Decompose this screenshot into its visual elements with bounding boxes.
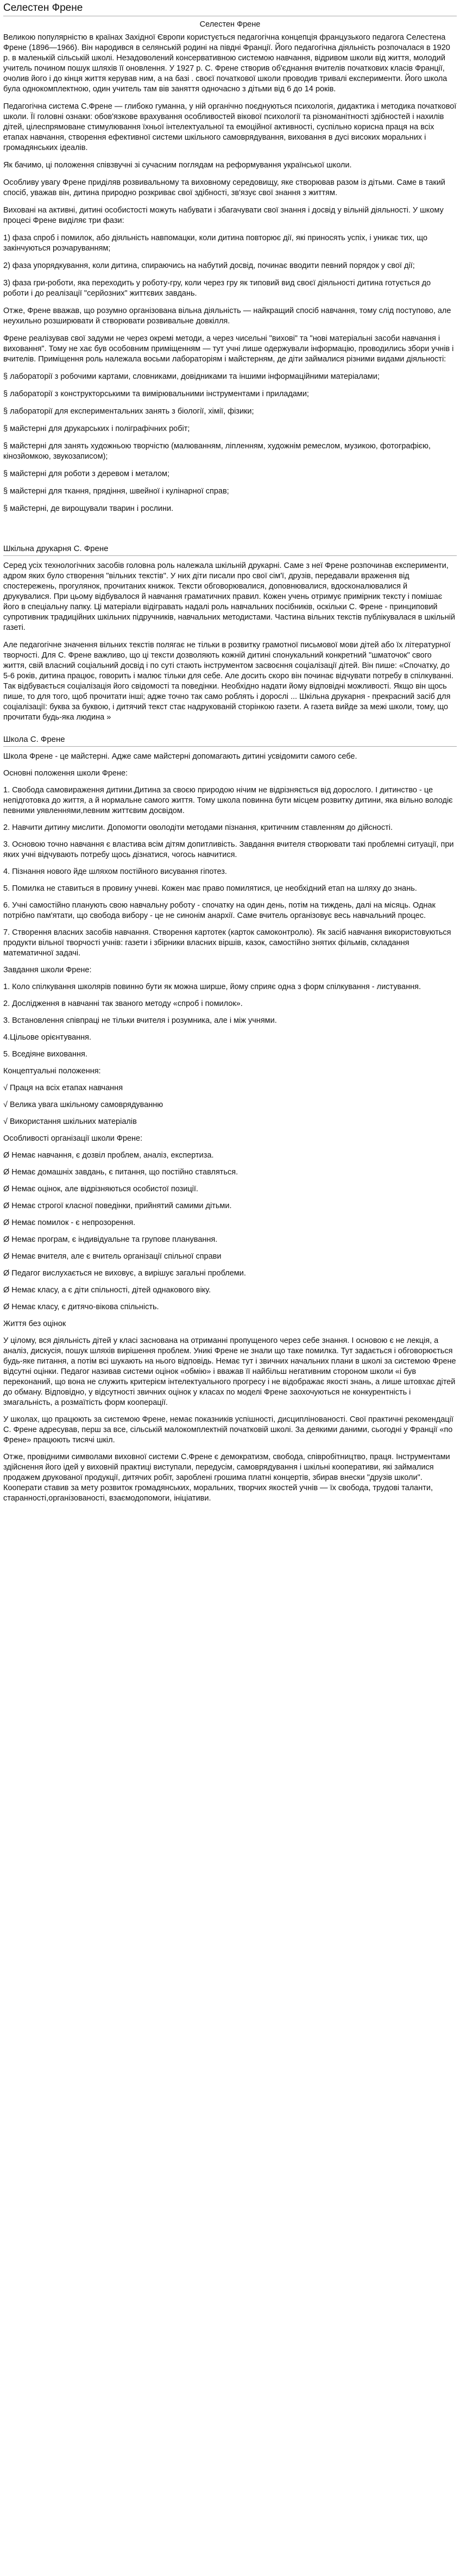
- section-heading-printing: Шкільна друкарня С. Френе: [3, 544, 457, 556]
- lab-item: § майстерні для роботи з деревом і металом;: [3, 470, 170, 478]
- lab-item: § майстерні, де вирощували тварин і рослини.: [3, 504, 174, 513]
- organization-item: Ø Немає домашніх завдань, є питання, що постійно ставляться.: [3, 1168, 238, 1177]
- organization-item: Ø Педагог вислухається не виховує, а вирішує загальні проблеми.: [3, 1269, 246, 1278]
- paragraph: У школах, що працюють за системою Френе, немає показників успішності, дисциплінованості. Свої практичні рекомендації С. Френе адресував, перш за все, сільській малокомплектній початковій школі. За деякими даними, сьогодні у Франції «по Френе» працюють тисячі шкіл.: [3, 1415, 453, 1445]
- paragraph: Отже, Френе вважав, що розумно організована вільна діяльність — найкращий спосіб навчання, тому слід поступово, але неухильно розширювати й створювати розвивальне довкілля.: [3, 307, 451, 326]
- task-item: 3. Встановлення співпраці не тільки вчителя і розумника, але і між учнями.: [3, 1016, 277, 1025]
- paragraph: Особливу увагу Френе приділяв розвивальному та виховному середовищу, яке створював разом із дітьми. Саме в такий спосіб, уважав він, дитина природно розкриває свої здібності, зв'язує свої знання з життям.: [3, 178, 445, 197]
- organization-item: Ø Немає програм, є індивідуальне та групове планування.: [3, 1235, 218, 1244]
- no-grades-title: Життя без оцінок: [3, 1320, 66, 1328]
- task-item: 1. Коло спілкування школярів повинно бути як можна ширше, йому сприяє одна з форм спілкування - листування.: [3, 983, 421, 991]
- lab-item: § майстерні для друкарських і поліграфічних робіт;: [3, 424, 190, 433]
- paragraph: Педагогічна система С.Френе — глибоко гуманна, у ній органічно поєднуються психологія, дидактика і методика початкової школи. Її головні ознаки: обов'язкове врахування особливостей вікової психології та різноманітності здібностей і нахилів дітей, цілеспрямоване стимулювання їхньої інтелектуальної та емоційної активності, суспільно корисна праця на всіх етапах навчання, створення ефективної системи шкільного самоврядування, виховання в дусі високих моральних і громадянських ідеалів.: [3, 102, 457, 152]
- phase-item: 2) фаза упорядкування, коли дитина, спираючись на набутий досвід, починає вводити певний порядок у свої дії;: [3, 261, 415, 270]
- principle-item: 5. Помилка не ставиться в провину учневі. Кожен має право помилятися, це необхідний етап на шляху до знань.: [3, 884, 417, 893]
- phase-item: 1) фаза спроб і помилок, або діяльність навпомацки, коли дитина повторює дії, які приносять успіх, і уникає тих, що закінчуються розчаруванням;: [3, 234, 428, 253]
- school-section: [3, 752, 457, 1504]
- conceptual-item: √ Велика увага шкільному самоврядуванню: [3, 1101, 163, 1109]
- organization-title: Особливості організації школи Френе:: [3, 1134, 143, 1143]
- lab-item: § майстерні для ткання, прядіння, швейної і кулінарної справ;: [3, 487, 229, 496]
- paragraph: Серед усіх технологічних засобів головна роль належала шкільній друкарні. Саме з неї Френе розпочинав експерименти, адром яких було створення "вільних текстів". У них діти писали про свої сім'ї, друзів, передавали враження від спостережень, прогулянок, прочитаних книжок. Тексти обговорювалися, доповнювалися, вдосконалювалися й друкувалися. При цьому відбувалося й навчання граматичних правил. Кожен учень отримує примірник тексту і помішає його в спеціальну папку. Ці матеріали відігравать надалі роль навчальних посібників, оскільки С. Френе - принциповий супротивник традиційних шкільних підручників, навчальних методистами. Частина вільних текстів публікувалася в шкільній газеті.: [3, 561, 456, 632]
- task-item: 5. Вседіяне виховання.: [3, 1050, 87, 1059]
- organization-item: Ø Немає оцінок, але відрізняються особистої позиції.: [3, 1185, 198, 1193]
- paragraph: Школа Френе - це майстерні. Адже саме майстерні допомагають дитині усвідомити самого себе.: [3, 752, 357, 761]
- lab-item: § лабораторії з робочими картами, словниками, довідниками та іншими інформаційними матеріалами;: [3, 372, 380, 381]
- paragraph: Великою популярністю в країнах Західної Європи користується педагогічна концепція французького педагога Селестена Френе (1896—1966). Він народився в селянській родині на півдні Франції. Його педагогічна діяльність розпочалася в 1920 р. в маленькій сільській школі. Незадоволений консервативною системою навчання, відривом школи від життя, молодий учитель почином пошук шляхів її оновлення. У 1927 р. С. Френе створив об'єднання вчителів початкових класів Франції, очолив його і до кінця життя керував ним, а на базі . своєї початкової школи проводив тривалі експерименти. Його школа була однокомплектною, один учитель там вів заняття одночасно з дітьми від 6 до 14 років.: [3, 33, 450, 93]
- conceptual-item: √ Використання шкільних матеріалів: [3, 1117, 137, 1126]
- principle-item: 3. Основою точно навчання є властива всім дітям допитливість. Завдання вчителя створювати такі проблемні ситуації, при яких учні відчувають потребу щось дізнатися, чогось навчитися.: [3, 840, 454, 859]
- principle-item: 2. Навчити дитину мислити. Допомогти оволодіти методами пізнання, критичним ставленням до дійсності.: [3, 823, 393, 832]
- lab-item: § майстерні для занять художньою творчістю (малюванням, ліпленням, художнім ремеслом, музикою, фотографією, кінозйомкою, звукозаписом);: [3, 442, 431, 461]
- page-title: Селестен Френе: [3, 2, 457, 16]
- document-subtitle: Селестен Френе: [199, 20, 261, 29]
- organization-item: Ø Немає вчителя, але є вчитель організації спільної справи: [3, 1252, 222, 1261]
- intro-section: [3, 33, 457, 365]
- principles-title: Основні положення школи Френе:: [3, 769, 128, 778]
- conceptual-title: Концептуальні положення:: [3, 1067, 101, 1076]
- principle-item: 7. Створення власних засобів навчання. Створення картотек (карток самоконтролю). Як засіб навчання використовуються продукти вільної творчості учнів: газети і збірники власних віршів, казок, самостійно знятих фільмів, складання математичної задачі.: [3, 928, 451, 958]
- paragraph: Френе реалізував свої задуми не через окремі методи, а через чисельні "вихові" та "нові матеріальні засоби навчання і виховання". Тому не хає був особовним приміщенням — тут учні лише одержували інформацію, проводились збори учнів і вчителів. Приміщення роль належала восьми лабораторіям і майстерням, де діти займалися різними видами діяльності:: [3, 334, 454, 364]
- paragraph: У цілому, вся діяльність дітей у класі заснована на отриманні пропущеного через себе знання. І основою є не лекція, а аналіз, дискусія, пошук шляхів вирішення проблем. Уникі Френе не знали що таке помилка. Тут задається і обговорюється будь-яке питання, а потім всі шукають на нього відповідь. Немає тут і звичних начальних плани в школі за системою Френе відсутні оцінки. Педагог називав системи оцінок «обмію» і вважав її найбільш негативним стороном школи «і був переконаний, що вона не служить критерієм інтелектуального прогресу і не відображає якості знань, а лише штовхає дітей до обману. Відповідно, у відсутності звичних оцінок у класах по моделі Френе заохочуються не конкурентність і змагальність, а розмаїтість форм кооперації.: [3, 1336, 456, 1407]
- document-page: [0, 2, 460, 1504]
- phase-item: 3) фаза гри-роботи, яка переходить у роботу-гру, коли через гру як типовий вид своєї діяльності дитина готується до роботи і до реалізації "серйозних" життєвих завдань.: [3, 279, 431, 298]
- principle-item: 4. Пізнання нового йде шляхом постійного висування гіпотез.: [3, 867, 227, 876]
- lab-item: § лабораторії для експериментальних занять з біології, хімії, фізики;: [3, 407, 254, 416]
- organization-item: Ø Немає строгої класної поведінки, прийнятий самими дітьми.: [3, 1202, 232, 1210]
- organization-item: Ø Немає класу, а є діти спільності, дітей однакового віку.: [3, 1286, 211, 1295]
- conceptual-item: √ Праця на всіх етапах навчання: [3, 1084, 123, 1092]
- lab-item: § лабораторії з конструкторськими та вимірювальними інструментами і приладами;: [3, 390, 309, 398]
- principle-item: 6. Учні самостійно планують свою навчальну роботу - спочатку на один день, потім на тиждень, далі на місяць. Однак потрібно пам'ятати, що свобода вибору - це не синонім анархії. Саме вчитель організовує весь навчальний процес.: [3, 901, 436, 920]
- paragraph: Як бачимо, ці положення співзвучні зі сучасним поглядам на реформування української школи.: [3, 161, 352, 170]
- paragraph: Але педагогічне значення вільних текстів полягає не тільки в розвитку грамотної письмової мови дітей або їх літературної творчості. Для С. Френе важливо, що ці тексти дозволяють кожній дитині спонукальний конкретний "шматочок" свого життя, свій власний соціальний досвід і по суті стають інструментом засвоєння соціалізації дітей. Він пише: «Спочатку, до 5-6 років, дитина працює, говорить і малює тільки для себе. Але досить скоро він починає відчувати потребу в спілкуванні. Так відбувається соціалізація його свідомості та поведінки. Необхідно надати йому відповідні можливості. Якщо він щось пише, то для того, щоб прочитати інші; адже точно так само роблять і дорослі ... Шкільна друкарня - прекрасний засіб для соціалізації: буква за буквою, і дитячий текст стає надрукованій сторінкою газети. А газета вийде за межі школи, тому, що прочитати будь-яка людина »: [3, 641, 453, 722]
- spacer: [3, 521, 457, 532]
- principle-item: 1. Свобода самовираження дитини.Дитина за своєю природою нічим не відрізняється від дорослого. І дитинство - це непідготовка до життя, а й нормальне самого життя. Тому школа повинна бути місцем розвитку дитини, яка вільно володіє певними уявленнями,певним життєвим досвідом.: [3, 786, 453, 815]
- organization-item: Ø Немає класу, є дитячо-вікова спільність.: [3, 1303, 159, 1311]
- paragraph: Виховані на активні, дитині особистості можуть набувати і збагачувати свої знання і досвід у вільній діяльності. У шкому процесі Френе виділяє три фази:: [3, 206, 444, 225]
- task-item: 4.Цільове орієнтування.: [3, 1033, 92, 1042]
- organization-item: Ø Немає навчання, є дозвіл проблем, аналіз, експертиза.: [3, 1151, 214, 1160]
- paragraph: Отже, провідними символами виховної системи С.Френе є демократизм, свобода, співробітництво, праця. Інструментами здійснення його ідей у виховній практиці виступали, передусім, самоврядування і шкільні кооперативи, які займалися продажем друкованої продукції, дитячих робіт, зароблені грошима платні концертів, збирав внески "друзів школи". Кооперати ставив за мету розвиток громадянських, моральних, творчих якостей учнів — їх свобода, трудові таланти, старанності,організованості, взаємодопомоги, ініціативи.: [3, 1453, 450, 1503]
- section-heading-school: Школа С. Френе: [3, 735, 457, 747]
- tasks-title: Завдання школи Френе:: [3, 966, 92, 974]
- task-item: 2. Дослідження в навчанні так званого методу «спроб і помилок».: [3, 999, 243, 1008]
- labs-list: [3, 372, 457, 514]
- organization-item: Ø Немає помилок - є непрозорення.: [3, 1218, 136, 1227]
